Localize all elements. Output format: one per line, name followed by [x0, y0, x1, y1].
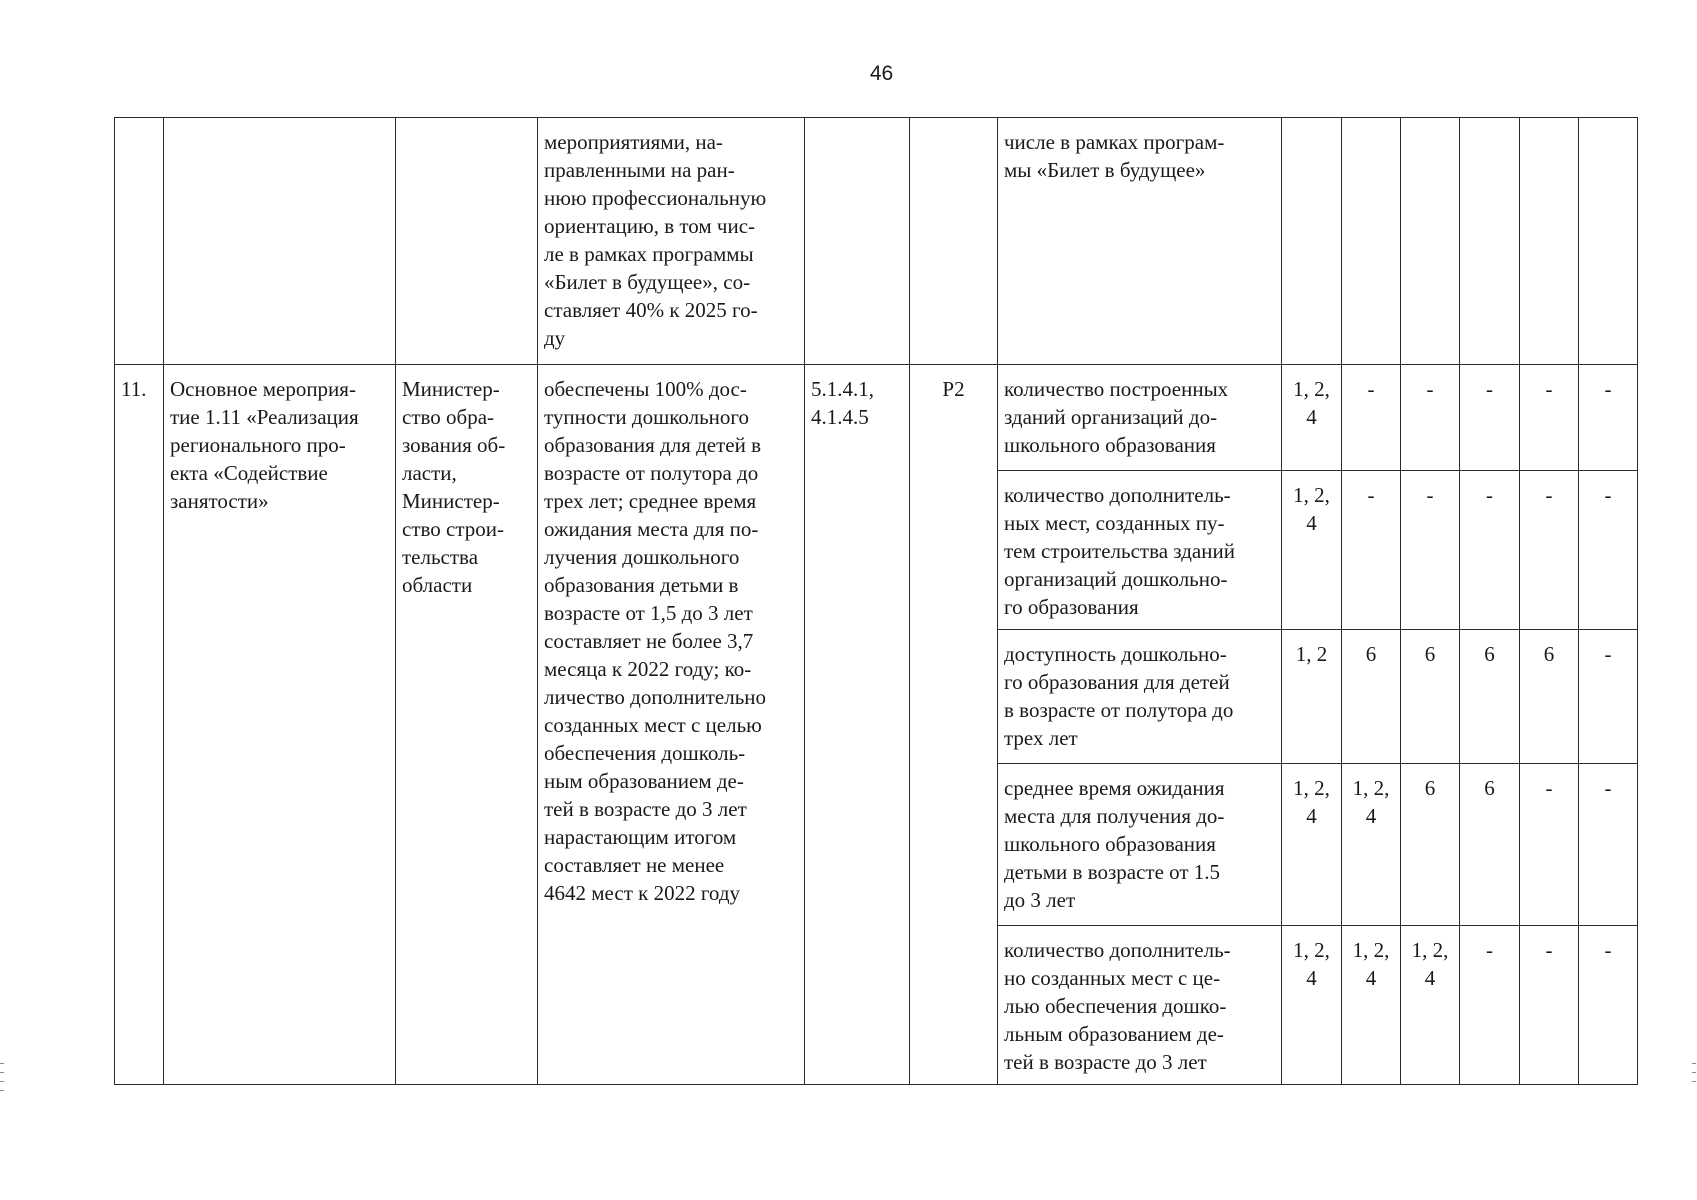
indicator-value-cell: - [1520, 926, 1579, 1085]
scan-mark [0, 1072, 4, 1073]
indicator-value-cell: 6 [1460, 764, 1520, 926]
indicator-value-cell: 6 [1520, 630, 1579, 764]
indicator-text-cell: количество дополнитель- ных мест, созданных пу- тем строительства зданий организаций дошкольно- го образования [998, 471, 1282, 630]
indicator-value-cell: - [1401, 365, 1460, 471]
indicator-value-cell: 1, 2, 4 [1282, 926, 1342, 1085]
indicator-value-cell: 6 [1401, 630, 1460, 764]
scan-mark [1692, 1072, 1696, 1073]
continuation-row [115, 118, 1638, 365]
event-cell: Основное мероприя- тие 1.11 «Реализация регионального про- екта «Содействие занятости» [164, 365, 396, 1085]
indicator-value-cell: 1, 2, 4 [1401, 926, 1460, 1085]
indicator-value-cell: 1, 2, 4 [1342, 764, 1401, 926]
indicator-value-cell: - [1520, 365, 1579, 471]
row-number-cell: 11. [115, 365, 164, 1085]
indicator-value-cell: 1, 2 [1282, 630, 1342, 764]
page-number: 46 [869, 62, 894, 85]
executor-cell: Министер- ство обра- зования об- ласти, Министер- ство строи- тельства области [396, 365, 538, 1085]
project-cell: P2 [910, 365, 998, 1085]
row-11-indicator-1 [115, 365, 1638, 471]
indicator-value-cell: - [1579, 764, 1638, 926]
indicator-value-cell: 1, 2, 4 [1282, 764, 1342, 926]
indicator-value-cell: 6 [1460, 630, 1520, 764]
scan-mark [1692, 1063, 1696, 1064]
indicator-value-cell: - [1342, 365, 1401, 471]
measures-table [114, 117, 1638, 1085]
indicator-value-cell: 6 [1401, 764, 1460, 926]
codes-cell: 5.1.4.1, 4.1.4.5 [805, 365, 910, 1085]
scan-mark [1692, 1081, 1696, 1082]
indicator-value-cell: 1, 2, 4 [1282, 365, 1342, 471]
indicator-value-cell: - [1579, 471, 1638, 630]
result-cell: обеспечены 100% дос- тупности дошкольного образования для детей в возрасте от полутора до трех лет; среднее время ожидания места для по- лучения дошкольного образования детьми в возрасте от 1,5 до 3 лет составляет не более 3,7 месяца к 2022 году; ко- личество дополнительно созданных мест с целью обеспечения дошколь- ным образованием де- тей в возрасте до 3 лет нарастающим итогом составляет не менее 4642 мест к 2022 году [538, 365, 805, 1085]
indicator-value-cell: - [1579, 365, 1638, 471]
indicator-value-cell: - [1579, 630, 1638, 764]
continuation-result-cell: мероприятиями, на- правленными на ран- нюю профессиональную ориентацию, в том чис- ле в рамках программы «Билет в будущее», со- ставляет 40% к 2025 го- ду [538, 118, 805, 365]
indicator-text-cell: количество дополнитель- но созданных мест с це- лью обеспечения дошко- льным образованием де- тей в возрасте до 3 лет [998, 926, 1282, 1085]
indicator-value-cell: 1, 2, 4 [1342, 926, 1401, 1085]
indicator-value-cell: - [1460, 471, 1520, 630]
indicator-value-cell: - [1401, 471, 1460, 630]
continuation-indicator-cell: числе в рамках програм- мы «Билет в будущее» [998, 118, 1282, 365]
indicator-value-cell: - [1520, 471, 1579, 630]
indicator-value-cell: - [1342, 471, 1401, 630]
indicator-value-cell: 1, 2, 4 [1282, 471, 1342, 630]
scan-mark [0, 1090, 4, 1091]
indicator-value-cell: - [1460, 365, 1520, 471]
indicator-value-cell: 6 [1342, 630, 1401, 764]
indicator-value-cell: - [1520, 764, 1579, 926]
indicator-text-cell: среднее время ожидания места для получения до- школьного образования детьми в возрасте от 1.5 до 3 лет [998, 764, 1282, 926]
scan-mark [0, 1063, 4, 1064]
scan-mark [0, 1081, 4, 1082]
indicator-text-cell: количество построенных зданий организаций до- школьного образования [998, 365, 1282, 471]
indicator-text-cell: доступность дошкольно- го образования для детей в возрасте от полутора до трех лет [998, 630, 1282, 764]
indicator-value-cell: - [1579, 926, 1638, 1085]
indicator-value-cell: - [1460, 926, 1520, 1085]
